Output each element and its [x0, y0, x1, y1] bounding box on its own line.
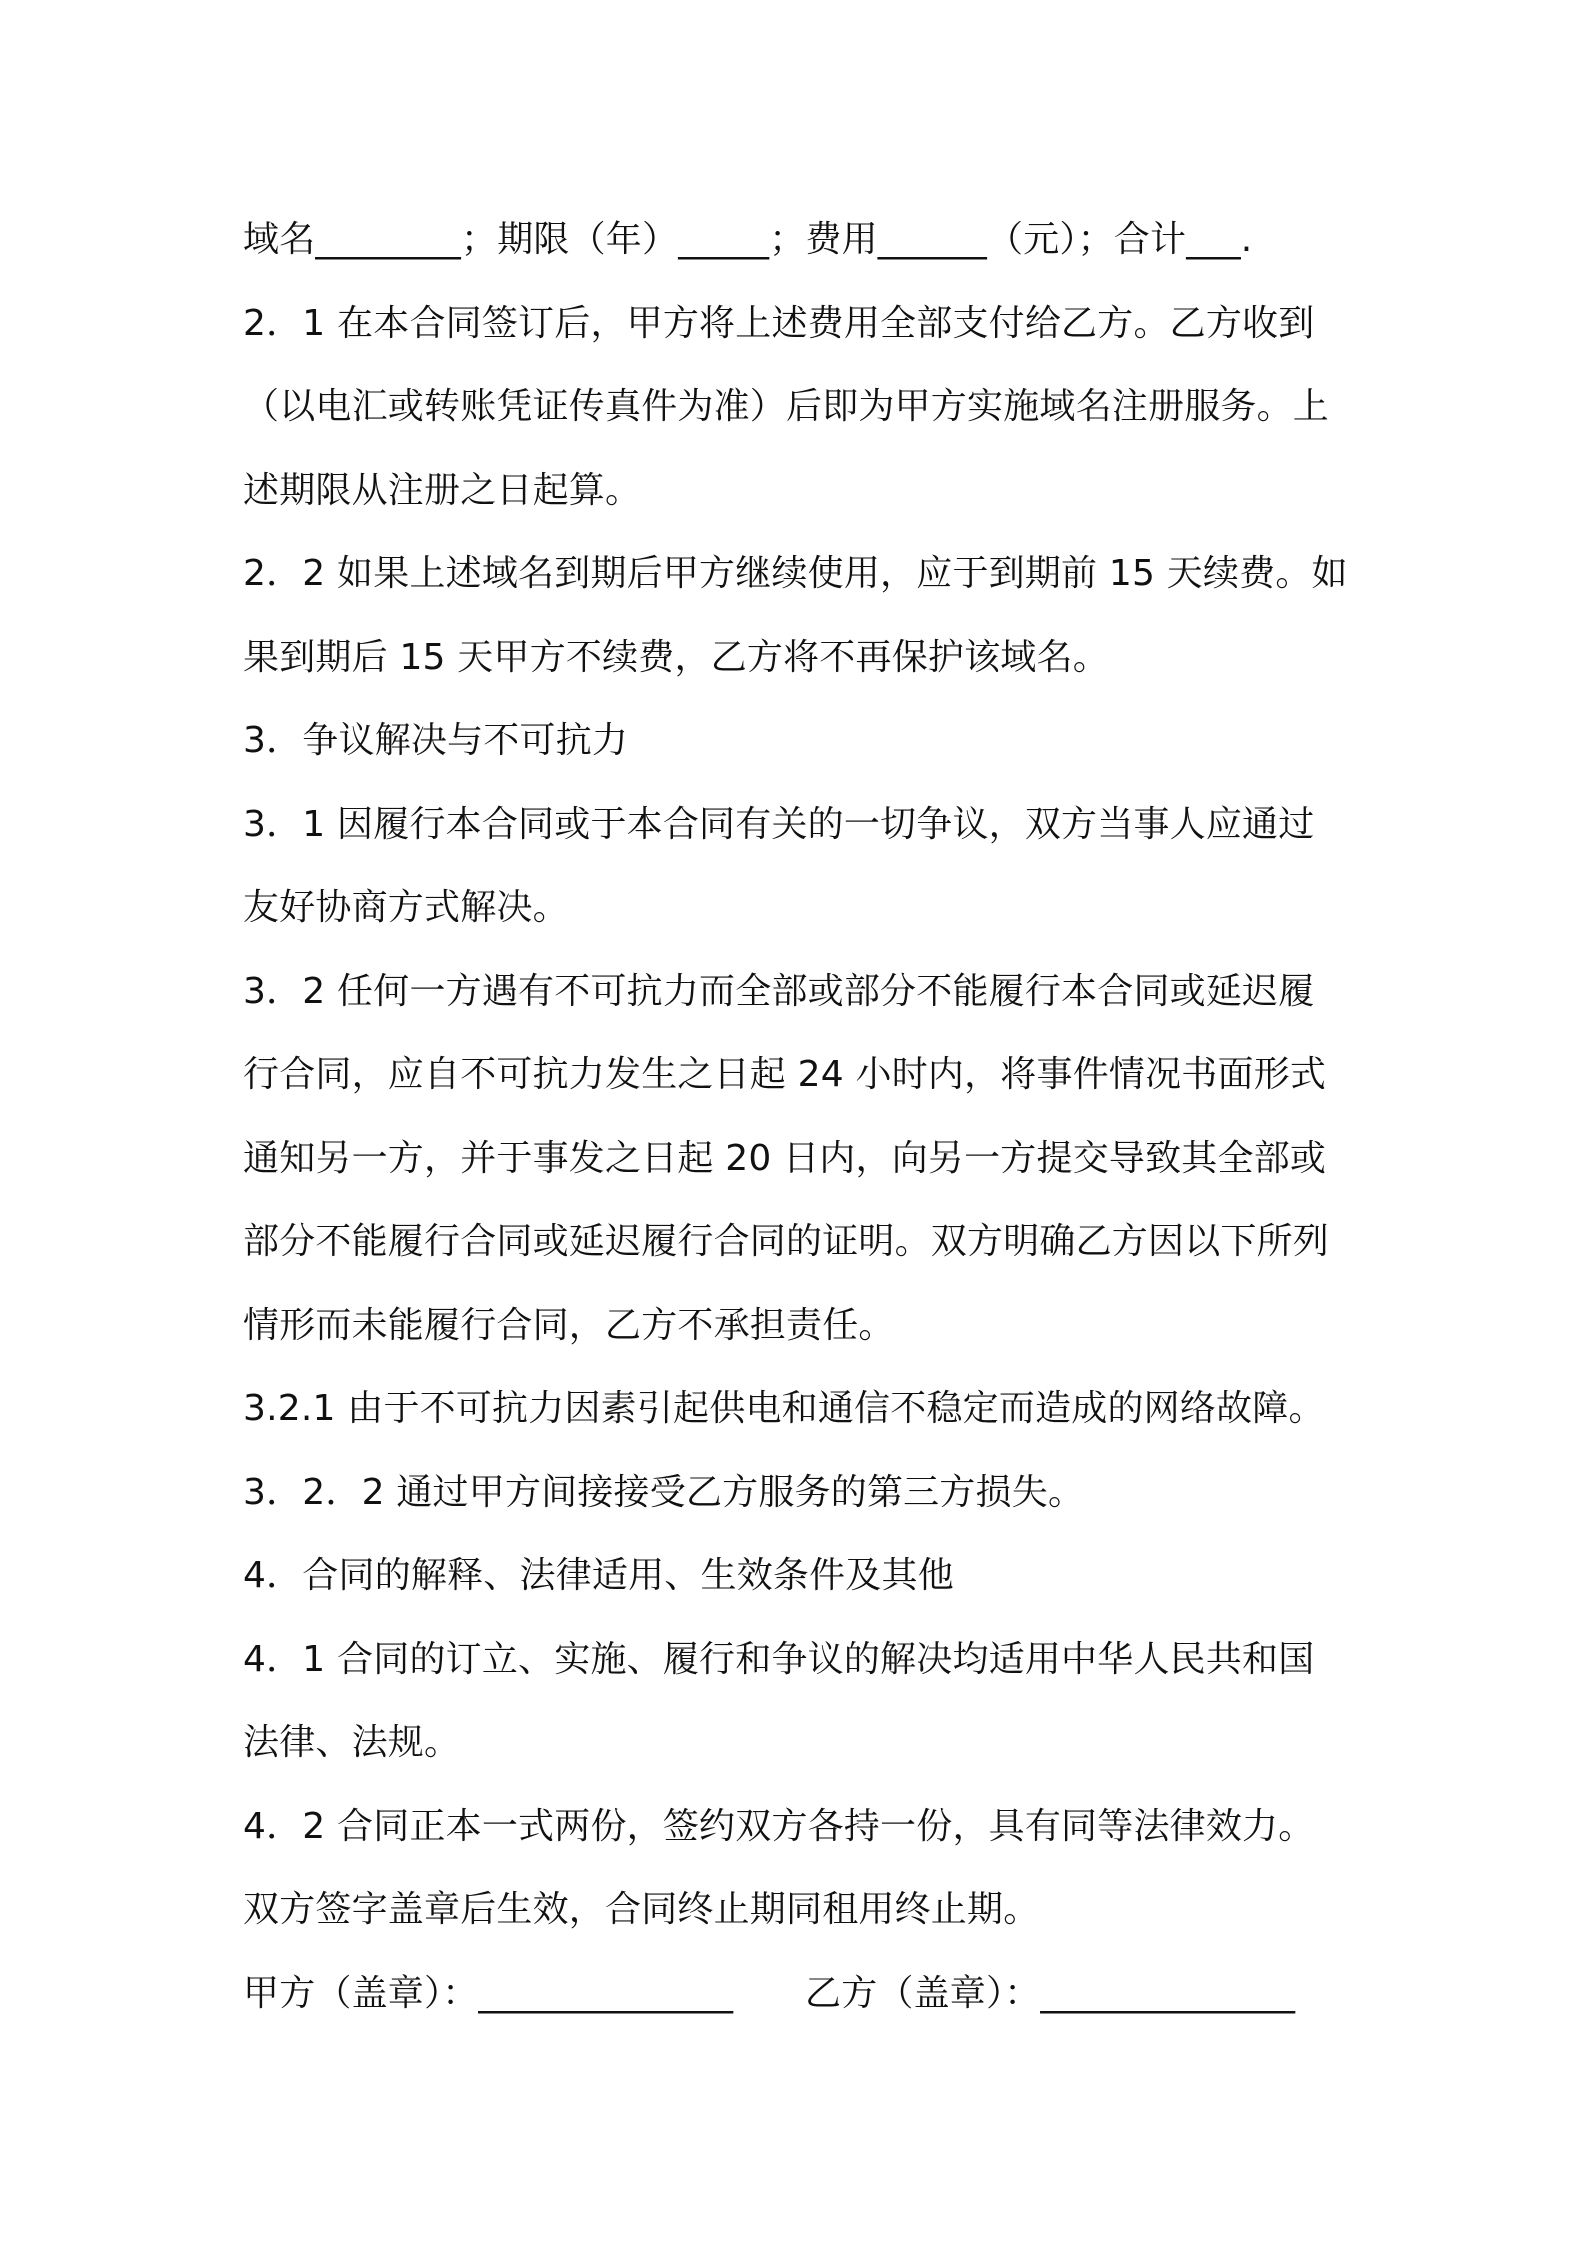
section-heading: 3．争议解决与不可抗力 [243, 720, 629, 761]
text-line: 果到期后 15 天甲方不续费，乙方将不再保护该域名。 [243, 636, 1109, 678]
text-line: （以电汇或转账凭证传真件为准）后即为甲方实施域名注册服务。上 [243, 386, 1330, 427]
text-line: 4．2 合同正本一式两份，签约双方各持一份，具有同等法律效力。 [243, 1805, 1315, 1847]
text-line: 域名________；期限（年）_____；费用______（元）；合计___. [243, 219, 1253, 260]
text-line: 3．1 因履行本合同或于本合同有关的一切争议，双方当事人应通过 [243, 803, 1315, 845]
text-line: 4．1 合同的订立、实施、履行和争议的解决均适用中华人民共和国 [243, 1638, 1315, 1680]
signature-row [243, 1952, 1353, 2036]
text-line: 3．2．2 通过甲方间接接受乙方服务的第三方损失。 [243, 1471, 1085, 1513]
text-line: 法律、法规。 [243, 1722, 461, 1763]
text-line: 通知另一方，并于事发之日起 20 日内，向另一方提交导致其全部或 [243, 1137, 1327, 1179]
text-line: 述期限从注册之日起算。 [243, 469, 642, 511]
text-line: 3．2 任何一方遇有不可抗力而全部或部分不能履行本合同或延迟履 [243, 970, 1315, 1012]
text-line: 部分不能履行合同或延迟履行合同的证明。双方明确乙方因以下所列 [243, 1221, 1330, 1262]
text-line: 2．2 如果上述域名到期后甲方继续使用，应于到期前 15 天续费。如 [243, 553, 1348, 594]
text-line: 行合同，应自不可抗力发生之日起 24 小时内，将事件情况书面形式 [243, 1054, 1327, 1095]
party-a-signature: 甲方（盖章）：______________ [243, 1972, 734, 2014]
text-line: 情形而未能履行合同，乙方不承担责任。 [243, 1304, 895, 1346]
section-heading: 4．合同的解释、法律适用、生效条件及其他 [243, 1555, 954, 1596]
text-line: 3.2.1 由于不可抗力因素引起供电和通信不稳定而造成的网络故障。 [243, 1388, 1325, 1429]
text-line: 双方签字盖章后生效，合同终止期同租用终止期。 [243, 1889, 1040, 1930]
text-line: 友好协商方式解决。 [243, 887, 569, 928]
text-line: 2．1 在本合同签订后，甲方将上述费用全部支付给乙方。乙方收到 [243, 302, 1315, 344]
party-b-signature: 乙方（盖章）：______________ [805, 1972, 1296, 2014]
contract-body [243, 198, 1353, 2035]
